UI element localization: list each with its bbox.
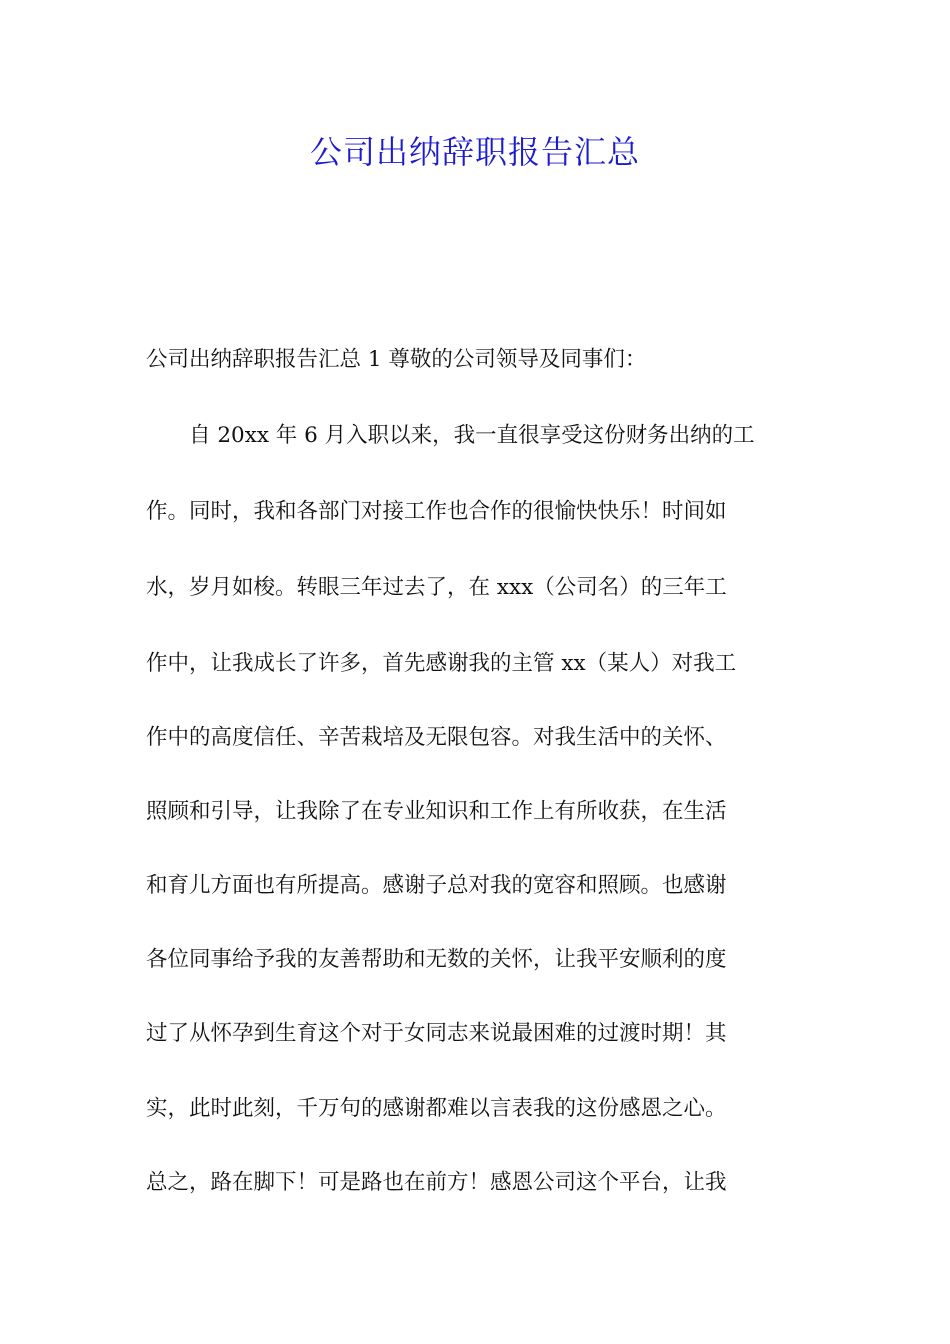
text-line: 过了从怀孕到生育这个对于女同志来说最困难的过渡时期！其	[146, 1021, 727, 1046]
text-line: 作中的高度信任、辛苦栽培及无限包容。对我生活中的关怀、	[146, 725, 727, 750]
text-line: 总之，路在脚下！可是路也在前方！感恩公司这个平台，让我	[146, 1170, 727, 1195]
text-line: 照顾和引导，让我除了在专业知识和工作上有所收获，在生活	[146, 799, 727, 824]
text-line: 作中，让我成长了许多，首先感谢我的主管 xx（某人）对我工	[146, 651, 737, 676]
text-line: 实，此时此刻，千万句的感谢都难以言表我的这份感恩之心。	[146, 1096, 727, 1121]
text-line: 和育儿方面也有所提高。感谢子总对我的宽容和照顾。也感谢	[146, 873, 727, 898]
text-line: 自 20xx 年 6 月入职以来，我一直很享受这份财务出纳的工	[146, 423, 755, 448]
text-line: 公司出纳辞职报告汇总 1 尊敬的公司领导及同事们：	[146, 347, 647, 372]
document-title: 公司出纳辞职报告汇总	[309, 133, 640, 171]
text-line: 水，岁月如梭。转眼三年过去了，在 xxx（公司名）的三年工	[146, 575, 727, 600]
text-line: 各位同事给予我的友善帮助和无数的关怀，让我平安顺利的度	[146, 947, 727, 972]
text-line: 作。同时，我和各部门对接工作也合作的很愉快快乐！时间如	[146, 499, 727, 524]
